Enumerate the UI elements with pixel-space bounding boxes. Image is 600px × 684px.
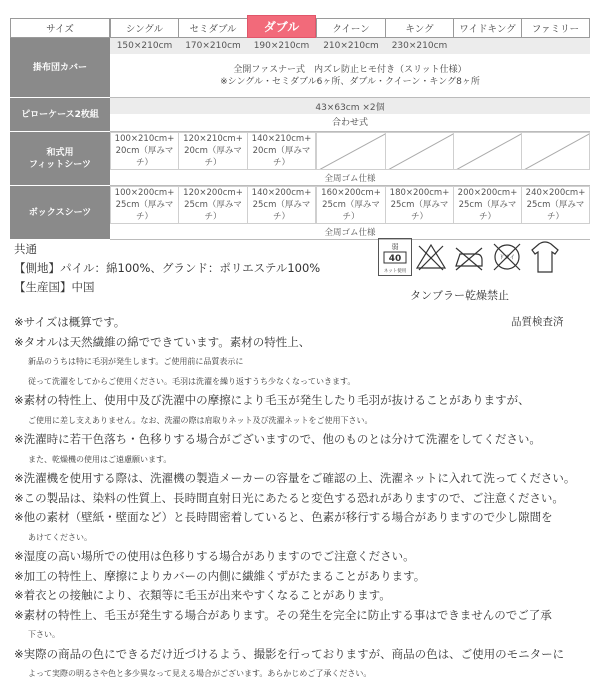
tumble-dry-prohibited: タンブラー乾燥禁止 bbox=[410, 289, 509, 302]
note-line: ※他の素材（壁紙・壁面など）と長時間密着していると、色素が移行する場合がありますので少し隙間を bbox=[14, 510, 553, 524]
common-title: 共通 bbox=[14, 242, 37, 256]
duvet-size-semi-double: 170×210cm bbox=[185, 41, 241, 51]
pillow-label: ピローケース2枚組 bbox=[10, 98, 110, 132]
common-specs bbox=[14, 240, 320, 297]
fitted-cell-semi-double-size: 120×210cm+ bbox=[183, 134, 243, 144]
wash-40-icon bbox=[378, 238, 412, 276]
fitted-cell-single bbox=[110, 132, 179, 170]
note-line: 下さい。 bbox=[28, 630, 60, 639]
wash-temp-text: 40 bbox=[388, 254, 402, 264]
box-cell-single-gusset: 25cm（厚みマチ） bbox=[115, 200, 174, 222]
duvet-size-strip bbox=[110, 38, 590, 54]
box-cell-single bbox=[110, 186, 179, 224]
box-cell-double bbox=[247, 186, 316, 224]
table-header-row bbox=[10, 18, 590, 38]
duvet-notes bbox=[110, 54, 590, 98]
note-line: 新品のうちは特に毛羽が発生します。ご使用前に品質表示に bbox=[28, 357, 244, 366]
fitted-cell-double-gusset: 20cm（厚みマチ） bbox=[252, 146, 311, 168]
box-cell-semi-double-gusset: 25cm（厚みマチ） bbox=[184, 200, 242, 222]
fitted-cell-double-size: 140×210cm+ bbox=[251, 134, 312, 144]
fitted-row bbox=[10, 132, 590, 186]
fitted-note: 全周ゴム仕様 bbox=[110, 170, 590, 186]
header-family: ファミリー bbox=[521, 18, 590, 38]
iron-low-icon bbox=[452, 238, 486, 276]
note-line: ※素材の特性上、毛玉が発生する場合があります。その発生を完全に防止する事はできませんのでご了承 bbox=[14, 607, 552, 622]
header-semi-double: セミダブル bbox=[178, 18, 248, 38]
note-line: よって実際の明るさや色と多少異なって見える場合がございます。あらかじめご了承ください。 bbox=[28, 669, 372, 678]
note-line: ※タオルは天然繊維の綿でできています。素材の特性上、 bbox=[14, 334, 311, 349]
duvet-size-queen: 210×210cm bbox=[323, 41, 379, 51]
box-cell-single-size: 100×200cm+ bbox=[114, 188, 175, 198]
fitted-na-family bbox=[521, 132, 590, 170]
note-line: ※洗濯時に若干色落ち・色移りする場合がございますので、他のものとは分けて洗濯をしてください。 bbox=[14, 432, 541, 446]
hang-dry-icon bbox=[528, 238, 562, 276]
duvet-row bbox=[10, 38, 590, 98]
pillow-row bbox=[10, 98, 590, 132]
duvet-size-king: 230×210cm bbox=[391, 41, 448, 51]
box-cell-wide-king bbox=[453, 186, 522, 224]
note-line: ※加工の特性上、摩擦によりカバーの内側に繊維くずがたまることがあります。 bbox=[14, 568, 426, 583]
box-cell-queen-gusset: 25cm（厚みマチ） bbox=[322, 200, 380, 222]
duvet-size-single: 150×210cm bbox=[116, 41, 173, 51]
box-cell-semi-double bbox=[178, 186, 248, 224]
care-symbols bbox=[372, 238, 582, 302]
box-cell-king-size: 180×200cm+ bbox=[389, 188, 450, 198]
fitted-na-king bbox=[385, 132, 454, 170]
note-line: ※着衣との接触により、衣類等に毛玉が出来やすくなることがあります。 bbox=[14, 588, 391, 602]
pillow-note: 合わせ式 bbox=[110, 114, 590, 132]
fitted-cell-double bbox=[247, 132, 316, 170]
fabric-spec: 【側地】パイル：綿100%、グランド：ポリエステル100% bbox=[14, 261, 321, 275]
header-queen: クイーン bbox=[316, 18, 386, 38]
fitted-na-wide-king bbox=[453, 132, 522, 170]
header-wide-king: ワイドキング bbox=[453, 18, 522, 38]
box-cell-family-size: 240×200cm+ bbox=[525, 188, 586, 198]
box-cell-queen-size: 160×200cm+ bbox=[321, 188, 381, 198]
no-bleach-icon bbox=[414, 238, 448, 276]
note-line: ※サイズは概算です。 bbox=[14, 315, 126, 329]
duvet-label: 掛布団カバー bbox=[10, 38, 110, 98]
box-label: ボックスシーツ bbox=[10, 186, 110, 240]
note-line: ※素材の特性上、使用中及び洗濯中の摩擦により毛玉が発生したり毛羽が抜けることがありますが、 bbox=[14, 393, 530, 407]
fitted-cell-semi-double bbox=[178, 132, 248, 170]
fitted-na-queen bbox=[316, 132, 386, 170]
box-cell-double-gusset: 25cm（厚みマチ） bbox=[252, 200, 311, 222]
header-double-selected: ダブル bbox=[247, 15, 316, 38]
note-line: また、乾燥機の使用はご遠慮願います。 bbox=[28, 454, 172, 464]
header-size: サイズ bbox=[10, 18, 110, 38]
fitted-cell-single-gusset: 20cm（厚みマチ） bbox=[115, 146, 174, 168]
notes-list bbox=[14, 313, 590, 684]
wash-weak-text: 弱 bbox=[391, 243, 399, 251]
box-cell-family bbox=[521, 186, 590, 224]
note-line: ※湿度の高い場所での使用は色移りする場合がありますのでご注意ください。 bbox=[14, 549, 415, 563]
dry-clean-icon bbox=[490, 238, 524, 276]
duvet-note-2: ※シングル・セミダブル6ヶ所、ダブル・クイーン・キング8ヶ所 bbox=[220, 76, 480, 87]
box-cell-queen bbox=[316, 186, 386, 224]
dry-clean-text: ドライ bbox=[498, 255, 516, 261]
note-line: 従って洗濯をしてからご使用ください。毛羽は洗濯を繰り返すうち少なくなっていきます。 bbox=[28, 376, 356, 386]
box-cell-family-gusset: 25cm（厚みマチ） bbox=[526, 200, 585, 222]
note-line: ※実際の商品の色にできるだけ近づけるよう、撮影を行っておりますが、商品の色は、ご使用のモニターに bbox=[14, 646, 565, 661]
note-line: ※この製品は、染料の性質上、長時間直射日光にあたると変色する恐れがありますので、ご注意ください。 bbox=[14, 490, 564, 505]
pillow-size: 43×63cm ×2個 bbox=[110, 98, 590, 114]
wash-net-text: ネット使用 bbox=[383, 269, 407, 274]
box-cell-king-gusset: 25cm（厚みマチ） bbox=[390, 200, 449, 222]
fitted-cell-single-size: 100×210cm+ bbox=[114, 134, 175, 144]
note-line: ※洗濯機を使用する際は、洗濯機の製造メーカーの容量をご確認の上、洗濯ネットに入れて洗ってください。 bbox=[14, 471, 576, 485]
quality-inspected: 品質検査済 bbox=[511, 316, 564, 328]
box-note: 全周ゴム仕様 bbox=[110, 224, 590, 240]
box-cell-wide-king-size: 200×200cm+ bbox=[457, 188, 518, 198]
header-king: キング bbox=[385, 18, 454, 38]
note-line: ご使用に差し支えありません。なお、洗濯の際は肩取りネット及び洗濯ネットをご使用下さい。 bbox=[28, 415, 373, 425]
duvet-size-double: 190×210cm bbox=[253, 41, 310, 51]
note-line: あけてください。 bbox=[28, 532, 92, 542]
origin-spec: 【生産国】中国 bbox=[14, 280, 95, 294]
box-row bbox=[10, 186, 590, 240]
box-cell-semi-double-size: 120×200cm+ bbox=[183, 188, 243, 198]
box-cell-wide-king-gusset: 25cm（厚みマチ） bbox=[458, 200, 517, 222]
box-cell-double-size: 140×200cm+ bbox=[251, 188, 312, 198]
duvet-note-1: 全開ファスナー式 内ズレ防止ヒモ付き（スリット仕様） bbox=[233, 64, 467, 75]
box-cell-king bbox=[385, 186, 454, 224]
fitted-cell-semi-double-gusset: 20cm（厚みマチ） bbox=[184, 146, 242, 168]
fitted-label: 和式用 フィットシーツ bbox=[10, 132, 110, 186]
header-single: シングル bbox=[110, 18, 179, 38]
